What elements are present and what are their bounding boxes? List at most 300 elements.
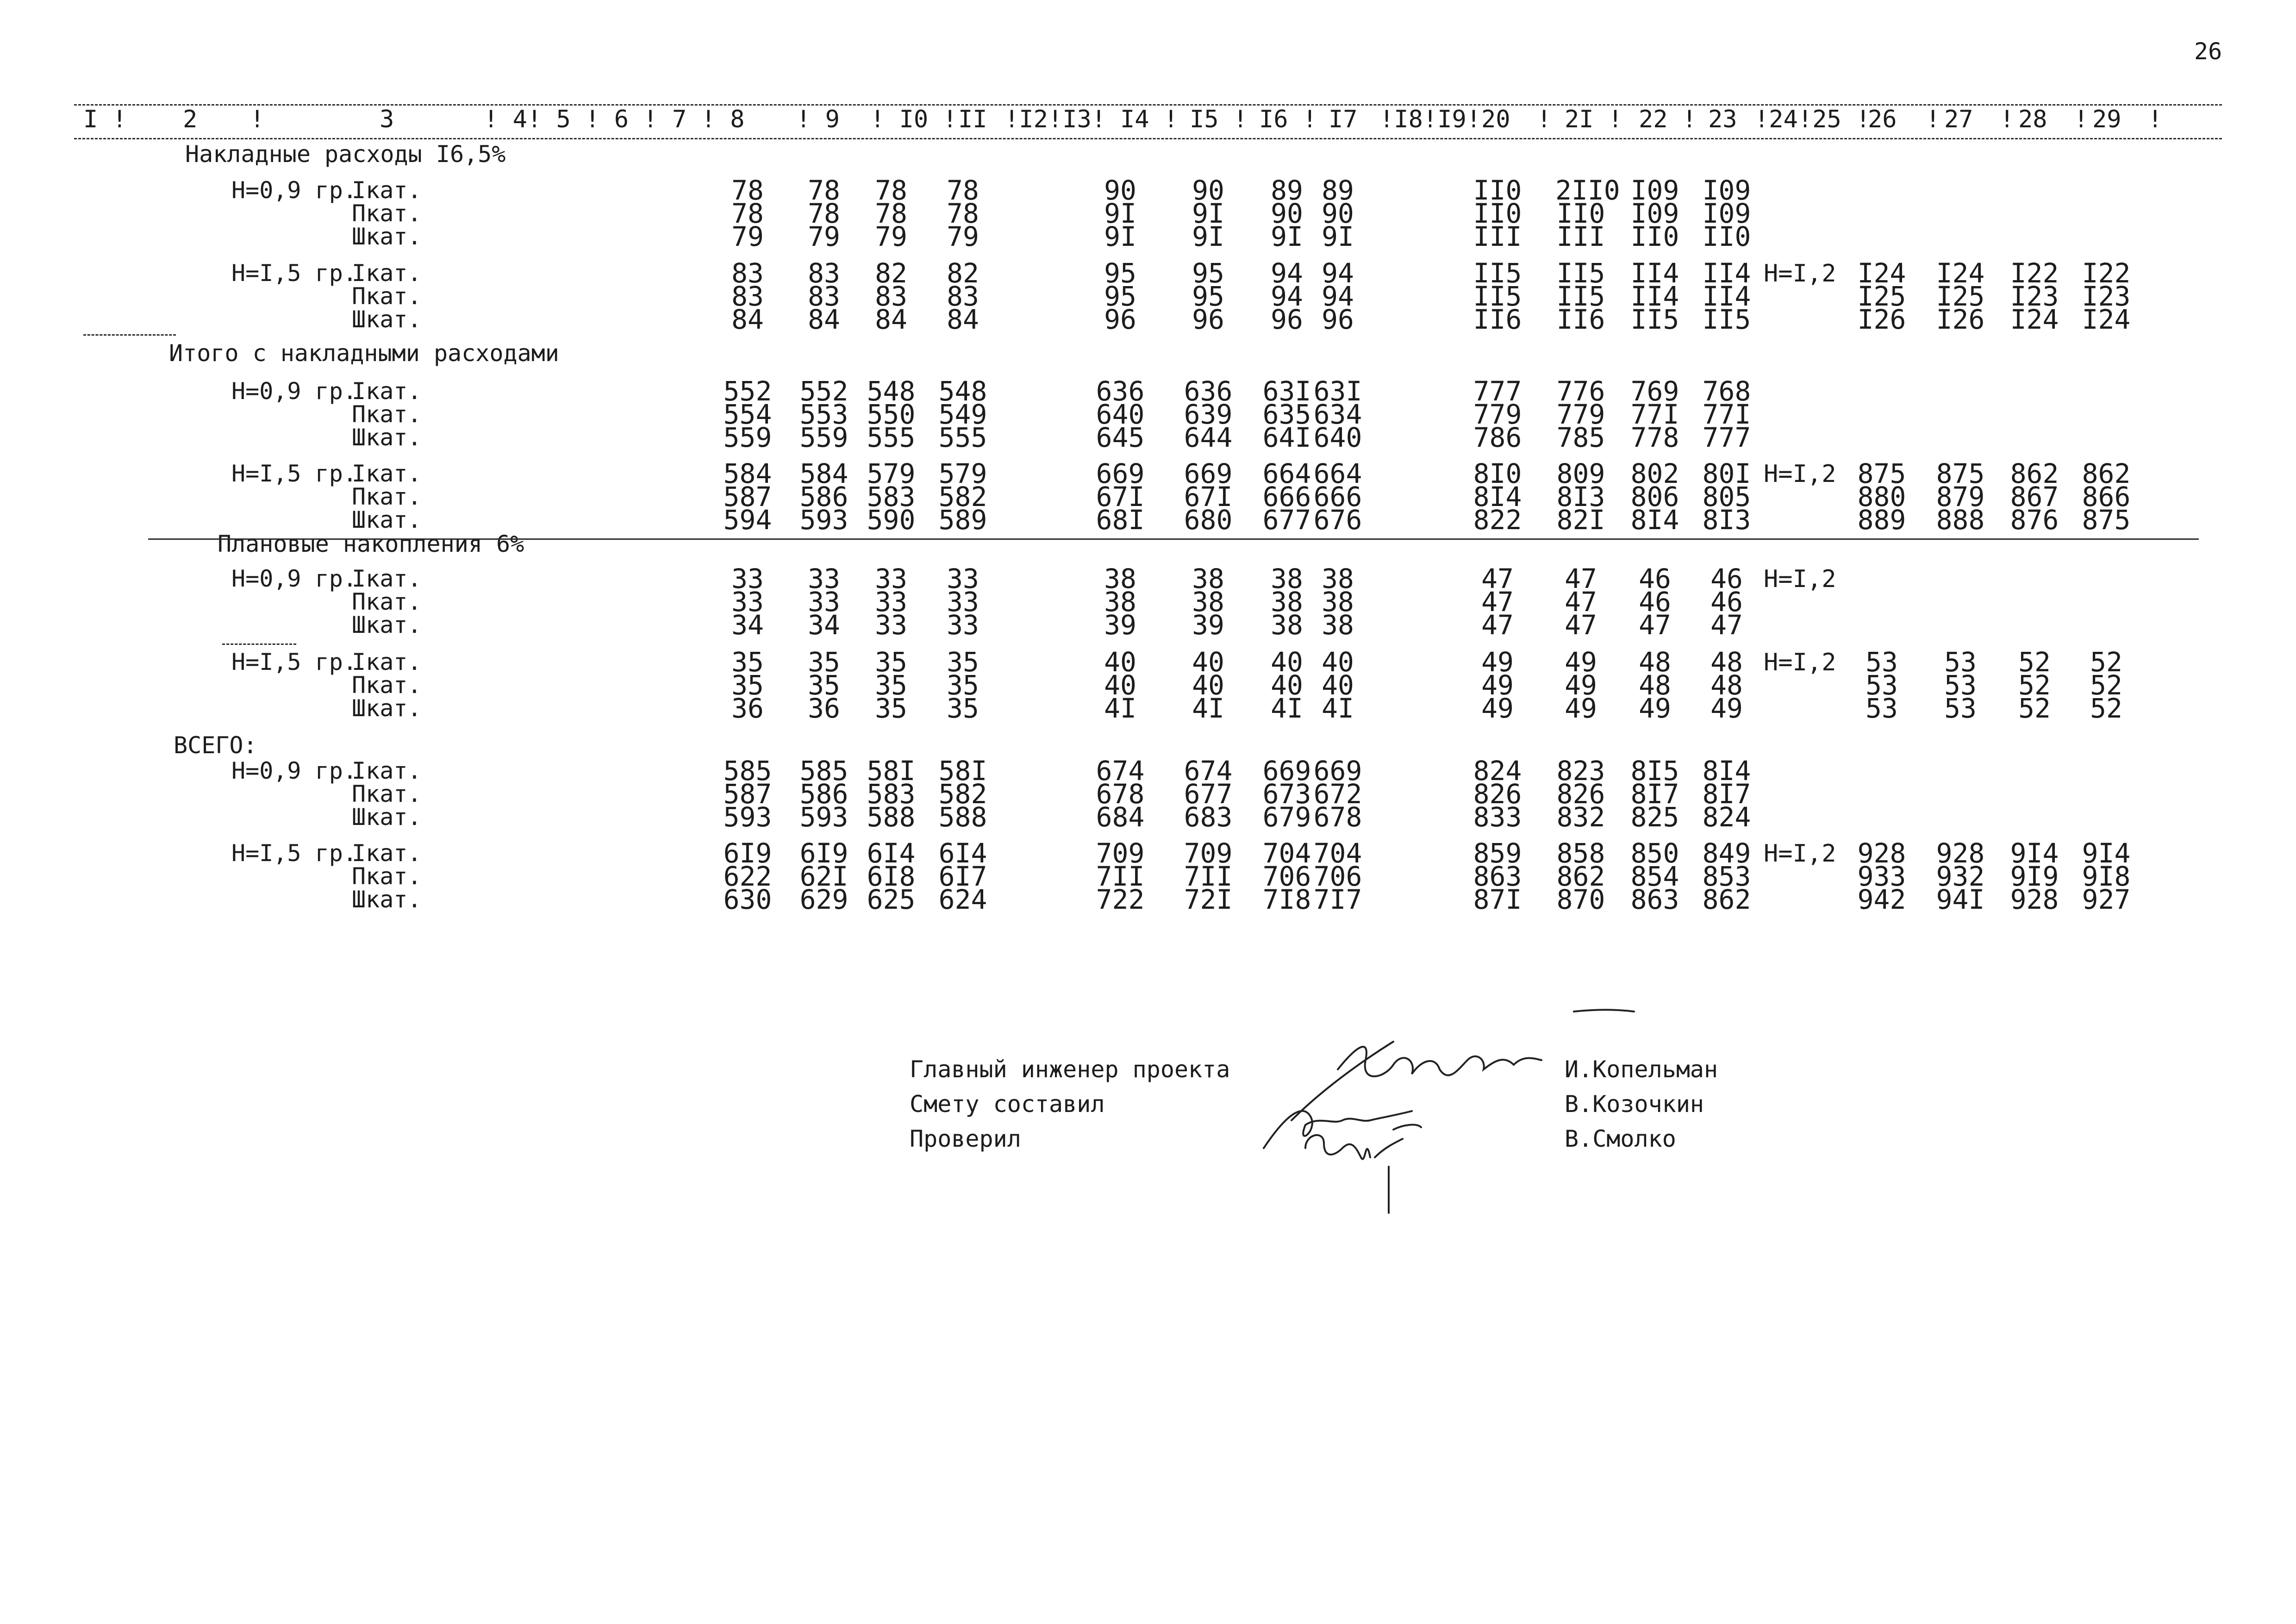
table-cell: 78 [808,198,840,229]
table-cell: 669 [1313,755,1362,787]
table-cell: 550 [867,399,916,430]
table-cell: 679 [1262,801,1311,833]
table-cell: 46 [1639,563,1671,594]
table-cell: 629 [799,884,849,915]
group-note: Н=I,2 [1764,649,1836,676]
table-cell: I23 [2082,281,2131,312]
table-cell: 82 [947,257,979,289]
group-label: Н=0,9 гр. [231,177,357,204]
table-cell: 40 [1322,646,1354,678]
table-cell: 587 [723,778,772,810]
table-cell: II0 [1556,198,1605,229]
table-cell: 9I [1271,221,1303,252]
table-cell: 863 [1630,884,1679,915]
table-cell: 9I [1104,198,1136,229]
table-cell: 624 [938,884,987,915]
table-cell: I09 [1630,198,1679,229]
table-cell: 8I5 [1630,755,1679,787]
table-cell: 932 [1936,861,1985,892]
table-cell: 35 [947,693,979,724]
category-label: Iкат. [352,460,422,487]
table-cell: 862 [2010,458,2059,489]
column-header-cell: II [958,106,987,133]
table-cell: 39 [1192,609,1224,641]
column-header-cell: ! 4! 5 ! 6 ! 7 ! 8 [484,106,745,133]
table-cell: 33 [947,563,979,594]
table-cell: 6I9 [723,837,772,869]
table-cell: 7I8 [1262,884,1311,915]
table-cell: 666 [1262,481,1311,512]
category-label: Пкат. [352,483,422,510]
table-cell: 933 [1857,861,1906,892]
table-cell: 53 [1866,669,1898,701]
table-cell: 593 [799,504,849,536]
table-cell: 49 [1565,646,1597,678]
table-cell: 850 [1630,837,1679,869]
table-cell: 559 [723,422,772,453]
table-cell: 48 [1639,669,1671,701]
table-cell: 706 [1262,861,1311,892]
table-cell: 9I [1192,198,1224,229]
table-cell: 593 [723,801,772,833]
table-cell: 622 [723,861,772,892]
table-cell: 7II [1184,861,1233,892]
table-cell: 644 [1184,422,1233,453]
table-cell: 678 [1096,778,1145,810]
table-cell: 548 [867,375,916,407]
table-cell: 684 [1096,801,1145,833]
table-cell: 554 [723,399,772,430]
table-cell: I24 [2010,304,2059,335]
table-cell: 549 [938,399,987,430]
table-cell: 77I [1630,399,1679,430]
table-cell: I23 [2010,281,2059,312]
table-cell: II5 [1473,257,1522,289]
table-cell: 35 [947,646,979,678]
table-cell: 582 [938,481,987,512]
table-cell: 809 [1556,458,1605,489]
table-cell: 46 [1710,586,1743,618]
table-cell: 8I0 [1473,458,1522,489]
table-cell: 777 [1473,375,1522,407]
section-title: Накладные расходы I6,5% [185,141,506,168]
table-cell: 4I [1271,693,1303,724]
category-label: Iкат. [352,840,422,867]
table-cell: II4 [1630,257,1679,289]
table-cell: 9I4 [2082,837,2131,869]
table-cell: 888 [1936,504,1985,536]
table-cell: 559 [799,422,849,453]
table-cell: 83 [875,281,907,312]
table-cell: 879 [1936,481,1985,512]
table-cell: 47 [1481,609,1514,641]
table-cell: I09 [1702,198,1751,229]
category-label: Шкат. [352,424,422,451]
table-cell: 79 [875,221,907,252]
table-cell: 709 [1096,837,1145,869]
table-cell: 39 [1104,609,1136,641]
table-cell: I22 [2082,257,2131,289]
table-cell: 49 [1481,646,1514,678]
table-cell: 6I4 [938,837,987,869]
table-cell: 34 [808,609,840,641]
table-cell: II5 [1556,281,1605,312]
table-cell: 587 [723,481,772,512]
signature-role: Смету составил [910,1091,1105,1118]
table-cell: 35 [808,646,840,678]
column-header-cell: I4 ! [1120,106,1179,133]
category-label: Iкат. [352,649,422,675]
column-header-cell: ! [250,106,265,133]
table-cell: 776 [1556,375,1605,407]
column-header-cell: ! I0 ! [870,106,957,133]
table-cell: 78 [731,175,764,206]
table-cell: 84 [875,304,907,335]
category-label: Шкат. [352,223,422,250]
table-cell: 78 [808,175,840,206]
table-cell: I09 [1702,175,1751,206]
table-cell: 46 [1710,563,1743,594]
column-header-cell: ! [1926,106,1940,133]
table-cell: 777 [1702,422,1751,453]
table-cell: 52 [2090,646,2122,678]
table-cell: 38 [1104,563,1136,594]
table-cell: I26 [1857,304,1906,335]
table-cell: 53 [1944,646,1977,678]
column-header-cell: ! [2000,106,2015,133]
table-cell: 33 [731,586,764,618]
table-cell: 625 [867,884,916,915]
group-note: Н=I,2 [1764,460,1836,488]
table-cell: 68I [1096,504,1145,536]
table-cell: 94I [1936,884,1985,915]
table-cell: 683 [1184,801,1233,833]
handwritten-signatures [1217,1009,1634,1218]
table-cell: 854 [1630,861,1679,892]
table-cell: 58I [938,755,987,787]
table-cell: 9I8 [2082,861,2131,892]
column-header-cell: 20 [1481,106,1510,133]
column-header-cell: !24!25 ! [1754,106,1871,133]
table-cell: 778 [1630,422,1679,453]
column-header-cell: 28 [2018,106,2047,133]
table-cell: 880 [1857,481,1906,512]
table-cell: 35 [875,693,907,724]
table-cell: 786 [1473,422,1522,453]
table-cell: 95 [1192,257,1224,289]
table-cell: 47 [1565,609,1597,641]
table-cell: 67I [1184,481,1233,512]
table-cell: 866 [2082,481,2131,512]
table-cell: 79 [808,221,840,252]
table-cell: 72I [1184,884,1233,915]
section-title: ВСЕГО: [174,732,257,759]
table-cell: 53 [1944,693,1977,724]
category-label: Пкат. [352,283,422,310]
table-cell: 779 [1556,399,1605,430]
column-header-cell: I ! [83,106,127,133]
table-cell: 53 [1944,669,1977,701]
table-cell: 630 [723,884,772,915]
table-cell: 579 [938,458,987,489]
table-cell: 640 [1096,399,1145,430]
table-cell: 673 [1262,778,1311,810]
table-cell: 779 [1473,399,1522,430]
signature-role: Проверил [910,1125,1021,1152]
table-cell: II0 [1702,221,1751,252]
table-cell: 94 [1322,281,1354,312]
table-cell: 928 [1936,837,1985,869]
table-cell: 9I4 [2010,837,2059,869]
table-cell: 53 [1866,646,1898,678]
table-cell: 47 [1481,563,1514,594]
table-cell: 52 [2090,669,2122,701]
table-cell: 84 [808,304,840,335]
table-cell: 35 [731,669,764,701]
table-cell: 49 [1565,693,1597,724]
table-cell: 35 [808,669,840,701]
table-cell: 90 [1322,198,1354,229]
table-cell: 96 [1322,304,1354,335]
table-cell: II5 [1473,281,1522,312]
table-cell: 48 [1710,646,1743,678]
table-cell: 49 [1481,693,1514,724]
column-header-cell: 23 [1708,106,1737,133]
table-cell: 9I [1192,221,1224,252]
table-cell: 862 [1556,861,1605,892]
table-cell: 645 [1096,422,1145,453]
table-cell: II5 [1630,304,1679,335]
table-cell: 79 [947,221,979,252]
table-cell: 58I [867,755,916,787]
table-cell: 33 [947,609,979,641]
table-cell: 33 [808,586,840,618]
group-label: Н=0,9 гр. [231,757,357,784]
table-cell: 552 [723,375,772,407]
table-cell: 8I7 [1702,778,1751,810]
table-cell: 95 [1104,281,1136,312]
table-cell: 876 [2010,504,2059,536]
table-cell: 805 [1702,481,1751,512]
table-cell: 78 [875,198,907,229]
table-cell: 548 [938,375,987,407]
table-cell: 706 [1313,861,1362,892]
table-cell: 859 [1473,837,1522,869]
category-label: Iкат. [352,177,422,204]
table-cell: 825 [1630,801,1679,833]
table-cell: I22 [2010,257,2059,289]
table-cell: 6I8 [867,861,916,892]
column-header-cell: ! [1537,106,1552,133]
category-label: Шкат. [352,695,422,722]
table-cell: 680 [1184,504,1233,536]
table-cell: II0 [1473,198,1522,229]
group-note: Н=I,2 [1764,565,1836,593]
table-cell: 2II0 [1555,175,1620,206]
table-cell: 555 [867,422,916,453]
table-cell: 582 [938,778,987,810]
table-cell: 7II [1096,861,1145,892]
table-cell: 677 [1184,778,1233,810]
category-label: Пкат. [352,863,422,890]
group-label: Н=I,5 гр. [231,840,357,867]
table-cell: 63I [1313,375,1362,407]
table-cell: 96 [1192,304,1224,335]
table-cell: 6I9 [799,837,849,869]
table-cell: 9I9 [2010,861,2059,892]
table-cell: 49 [1481,669,1514,701]
table-cell: 36 [731,693,764,724]
table-cell: I25 [1936,281,1985,312]
table-cell: 863 [1473,861,1522,892]
table-cell: 8I3 [1702,504,1751,536]
table-cell: 722 [1096,884,1145,915]
group-label: Н=0,9 гр. [231,378,357,405]
table-cell: 52 [2018,646,2051,678]
table-cell: 40 [1271,669,1303,701]
category-label: Шкат. [352,804,422,831]
group-label: Н=0,9 гр. [231,565,357,592]
column-header-cell: 2I ! [1565,106,1623,133]
table-cell: 89 [1271,175,1303,206]
column-header-cell: 3 [380,106,394,133]
table-cell: 639 [1184,399,1233,430]
table-cell: III [1556,221,1605,252]
signature-name: И.Копельман [1565,1056,1718,1083]
table-cell: 704 [1262,837,1311,869]
table-cell: 553 [799,399,849,430]
table-cell: 928 [1857,837,1906,869]
table-cell: II5 [1702,304,1751,335]
table-cell: 95 [1104,257,1136,289]
table-cell: 38 [1271,563,1303,594]
table-cell: 823 [1556,755,1605,787]
table-cell: 40 [1322,669,1354,701]
table-cell: 35 [875,646,907,678]
column-header-cell: ! [2074,106,2089,133]
table-cell: 588 [867,801,916,833]
table-cell: 875 [2082,504,2131,536]
category-label: Шкат. [352,612,422,638]
table-cell: 83 [808,257,840,289]
table-cell: 669 [1262,755,1311,787]
table-cell: 40 [1104,669,1136,701]
table-cell: 669 [1184,458,1233,489]
column-header-cell: I7 [1329,106,1358,133]
table-cell: 677 [1262,504,1311,536]
table-cell: 672 [1313,778,1362,810]
category-label: Iкат. [352,757,422,784]
table-cell: 78 [947,198,979,229]
table-cell: 38 [1271,609,1303,641]
table-cell: 38 [1322,563,1354,594]
column-header-cell: 2 [183,106,198,133]
header-top-rule [74,104,2222,106]
table-cell: 849 [1702,837,1751,869]
table-cell: 94 [1322,257,1354,289]
table-cell: 586 [799,778,849,810]
table-cell: 704 [1313,837,1362,869]
table-cell: 40 [1104,646,1136,678]
table-cell: 52 [2018,669,2051,701]
table-cell: II0 [1473,175,1522,206]
table-cell: 35 [947,669,979,701]
page-number: 26 [2194,38,2222,65]
table-cell: II5 [1556,257,1605,289]
table-cell: 588 [938,801,987,833]
column-header-cell: ! [2148,106,2163,133]
table-cell: 67I [1096,481,1145,512]
table-cell: 669 [1096,458,1145,489]
table-cell: 38 [1322,609,1354,641]
table-cell: 4I [1104,693,1136,724]
table-cell: 62I [799,861,849,892]
table-cell: 33 [808,563,840,594]
table-cell: 636 [1096,375,1145,407]
table-cell: 47 [1639,609,1671,641]
table-cell: 77I [1702,399,1751,430]
table-cell: 48 [1710,669,1743,701]
table-cell: II4 [1630,281,1679,312]
table-cell: 806 [1630,481,1679,512]
signature-name: В.Смолко [1565,1125,1676,1152]
table-cell: 822 [1473,504,1522,536]
table-cell: 768 [1702,375,1751,407]
table-cell: 6I4 [867,837,916,869]
category-label: Пкат. [352,588,422,615]
table-cell: I24 [1936,257,1985,289]
table-cell: 9I [1322,221,1354,252]
table-cell: 585 [723,755,772,787]
category-label: Пкат. [352,781,422,807]
table-cell: 634 [1313,399,1362,430]
table-cell: II0 [1630,221,1679,252]
table-cell: 35 [731,646,764,678]
table-cell: 858 [1556,837,1605,869]
table-cell: 49 [1639,693,1671,724]
column-header-cell: !I2!I3! [1004,106,1106,133]
table-cell: 802 [1630,458,1679,489]
table-cell: 90 [1192,175,1224,206]
category-label: Пкат. [352,672,422,699]
table-cell: 63I [1262,375,1311,407]
group-label: Н=I,5 гр. [231,649,357,675]
table-cell: 53 [1866,693,1898,724]
table-cell: 94 [1271,257,1303,289]
table-cell: 40 [1271,646,1303,678]
table-cell: 889 [1857,504,1906,536]
table-cell: 8I7 [1630,778,1679,810]
table-cell: 8I4 [1702,755,1751,787]
category-label: Пкат. [352,200,422,227]
table-cell: II4 [1702,281,1751,312]
table-cell: 590 [867,504,916,536]
table-cell: 83 [731,281,764,312]
table-cell: I25 [1857,281,1906,312]
group-note: Н=I,2 [1764,840,1836,868]
table-cell: 8I3 [1556,481,1605,512]
table-cell: 90 [1271,198,1303,229]
column-header-cell: 27 [1944,106,1973,133]
table-cell: 769 [1630,375,1679,407]
table-cell: 47 [1565,586,1597,618]
column-header-cell: 26 [1868,106,1897,133]
category-label: Шкат. [352,306,422,333]
table-cell: 552 [799,375,849,407]
table-cell: 676 [1313,504,1362,536]
group-note: Н=I,2 [1764,260,1836,287]
table-cell: 33 [947,586,979,618]
